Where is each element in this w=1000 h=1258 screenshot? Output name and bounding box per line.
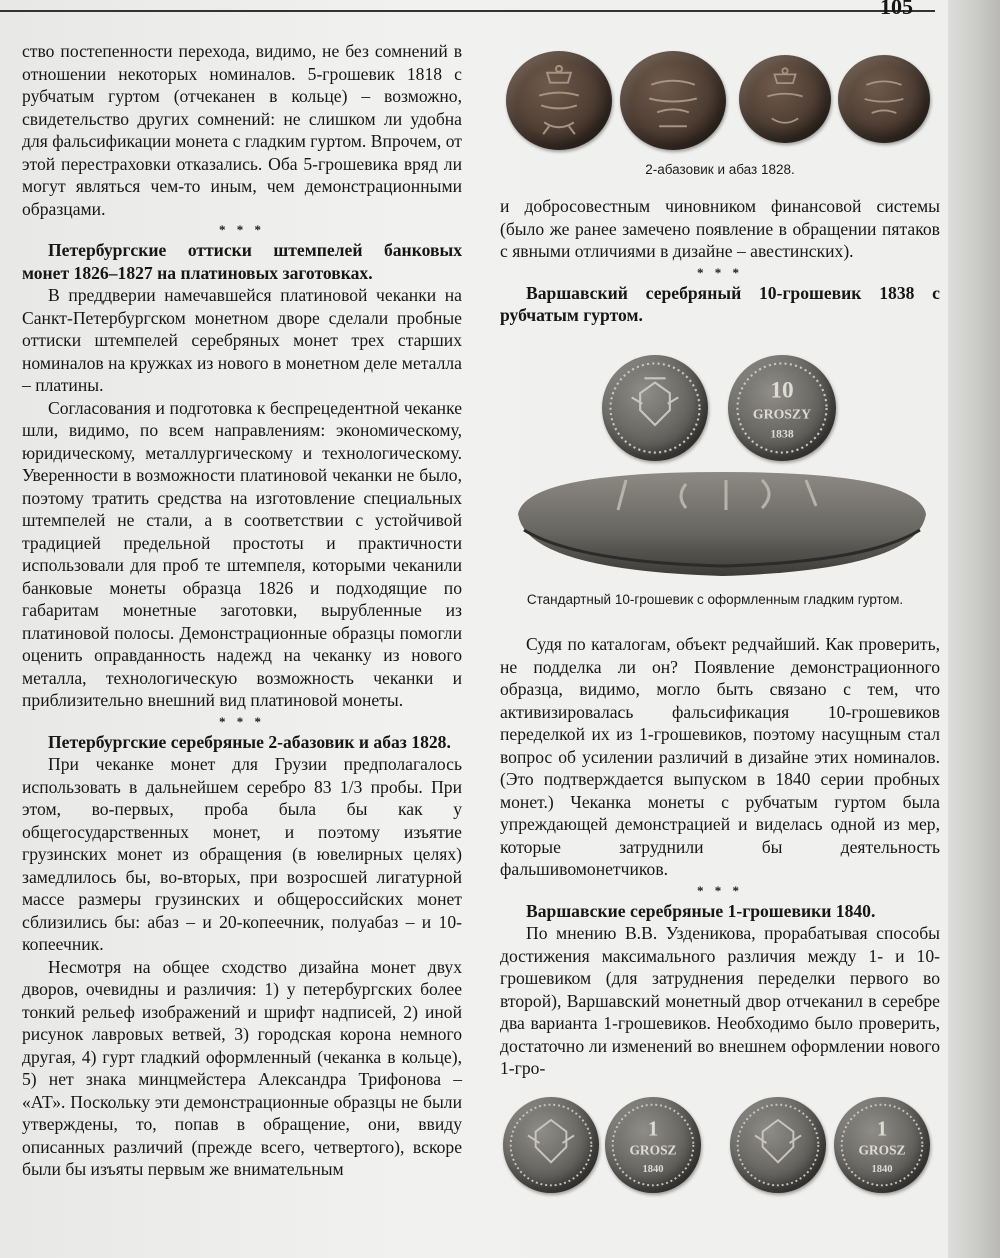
grosz1-unit-a: GROSZ (629, 1142, 677, 1158)
grosz1-value-b: 1 (876, 1116, 888, 1141)
coin-abaz-obverse (739, 55, 831, 143)
paragraph: ство постепенности перехода, видимо, не без сомнений в отношении некоторых номиналов. 5-грошевик 1818 с рубчатым гуртом (отчеканен в кольце) – возможно, свидетельство других сомнений: не слишком ли удобна для фальсификации монета с гладким гуртом. Впрочем, от этой перестраховки отказались. Оба 5-грошевика вряд ли могут являться чем-то иным, чем демонстрационными образцами. (22, 41, 462, 219)
left-text-column (22, 40, 462, 1181)
running-header (0, 0, 560, 9)
header-rule (0, 10, 935, 12)
coin-1-grosz-reverse-b (834, 1097, 930, 1193)
paragraph: Согласования и подготовка к беспрецедентной чеканке шли, видимо, по всем направлениям: экономическому, юридическому, металлургическому и технологическому. Уверенности в возможности платиновой чеканки не было, поэтому тратить средства на изготовление специальных штемпелей не стали, а в соответствии с устойчивой традицией предельной простоты и практичности использовали для проб те штемпеля, которыми чеканили банковые монеты образца 1826 и подходящие по габаритам монетные заготовки, вырубленные из платиновой полосы. Демонстрационные образцы помогли оценить оправданность надежд на чеканку из нового металла, технологическую возможность чеканки и приблизительно внешний вид платиновой монеты. (22, 397, 462, 710)
coin-2-abazovik-obverse (506, 51, 612, 150)
coin-10-grosz-obverse (602, 355, 708, 461)
paragraph: Судя по каталогам, объект редчайший. Как проверить, не подделка ли он? Появление демонстрационного образца, видимо, могло быть связано с тем, что активизировалась фальсификация 10-грошевиков переделкой их из 1-грошевиков, поэтому насущным стал вопрос об усилении различий в дизайне этих номиналов. (Это подтверждается выпуском в 1840 серии пробных монет.) Чеканка монеты с рубчатым гуртом была упреждающей демонстрацией и виделась одной из мер, которые затруднили бы деятельность фальшивомонетчиков. (500, 634, 940, 879)
section-heading: Варшавские серебряные 1-грошевики 1840. (526, 900, 876, 921)
paragraph: При чеканке монет для Грузии предполагалось использовать в дальнейшем серебро 83 1/3 пробы. При этом, во-первых, проба была бы как у общегосударственных монет, и поэтому изъятие грузинских монет из обращения (в ювелирных целях) замедлилось бы, во-вторых, при возросшей лигатурной массе размеры грузинских и общероссийских монет сблизились бы: абаз – и 20-копеечник, полуабаз – и 10-копеечник. (22, 754, 462, 954)
caption-10-grosz: Стандартный 10-грошевик с оформленным гладким гуртом. (526, 592, 904, 607)
section-divider: * * * (219, 222, 265, 237)
page-number: 105 (880, 0, 913, 19)
right-text-column-bottom (500, 633, 940, 1080)
page-edge (948, 0, 1000, 1258)
grosz10-year: 1838 (770, 427, 794, 441)
section-heading: Варшавский серебряный 10-грошевик 1838 с рубчатым гуртом. (500, 282, 940, 325)
section-divider: * * * (697, 264, 743, 280)
coin-edge-view (516, 470, 928, 578)
paragraph: и добросовестным чиновником финансовой системы (было же ранее замечено появление в обращении пятаков с явными отличиями в дизайне – авестинских). (500, 196, 940, 261)
grosz10-value: 10 (770, 377, 794, 404)
grosz1-unit-b: GROSZ (858, 1142, 906, 1158)
coin-2-abazovik-reverse (620, 51, 726, 150)
right-text-column-top (500, 195, 940, 327)
grosz10-unit: GROSZY (752, 406, 812, 422)
paragraph: По мнению В.В. Узденикова, прорабатывая способы достижения максимального различия между 1- и 10-грошевиком (для затруднения переделки первого во второй), Варшавский монетный двор отчеканил в серебре два варианта 1-грошевиков. Необходимо было проверить, достаточно ли изменений во внешнем оформлении нового 1-гро- (500, 923, 940, 1078)
grosz1-year-b: 1840 (871, 1163, 893, 1175)
coin-10-grosz-reverse (728, 355, 836, 461)
section-heading: Петербургские оттиски штемпелей банковых монет 1826–1827 на платиновых заготовках. (22, 240, 462, 283)
paragraph: В преддверии намечавшейся платиновой чеканки на Санкт-Петербургском монетном дворе сделали пробные оттиски штемпелей серебряных монет трех старших номиналов на кружках из нового в монетном деле металла – платины. (22, 285, 462, 395)
section-divider: * * * (697, 882, 743, 898)
caption-abaz: 2-абазовик и абаз 1828. (645, 162, 795, 177)
grosz1-value-a: 1 (647, 1116, 659, 1141)
grosz1-year-a: 1840 (642, 1163, 664, 1175)
coin-1-grosz-obverse-b (730, 1097, 826, 1193)
coin-1-grosz-reverse-a (605, 1097, 701, 1193)
section-divider: * * * (219, 713, 265, 729)
coin-1-grosz-obverse-a (503, 1097, 599, 1193)
section-heading: Петербургские серебряные 2-абазовик и абаз 1828. (48, 731, 451, 752)
coin-abaz-reverse (838, 55, 930, 143)
paragraph: Несмотря на общее сходство дизайна монет двух дворов, очевидны и различия: 1) у петербургских более тонкий рельеф изображений и шрифт надписей, 2) иной рисунок лавровых ветвей, 3) городская корона немного другая, 4) гурт гладкий оформленный (чеканка в кольце), 5) нет знака минцмейстера Александра Трифонова – «АТ». Поскольку эти демонстрационные образцы не были утверждены, то, попав в обращение, они, ввиду описанных различий (прежде всего, четвертого), вскоре были бы изъяты первым же внимательным (22, 956, 462, 1179)
